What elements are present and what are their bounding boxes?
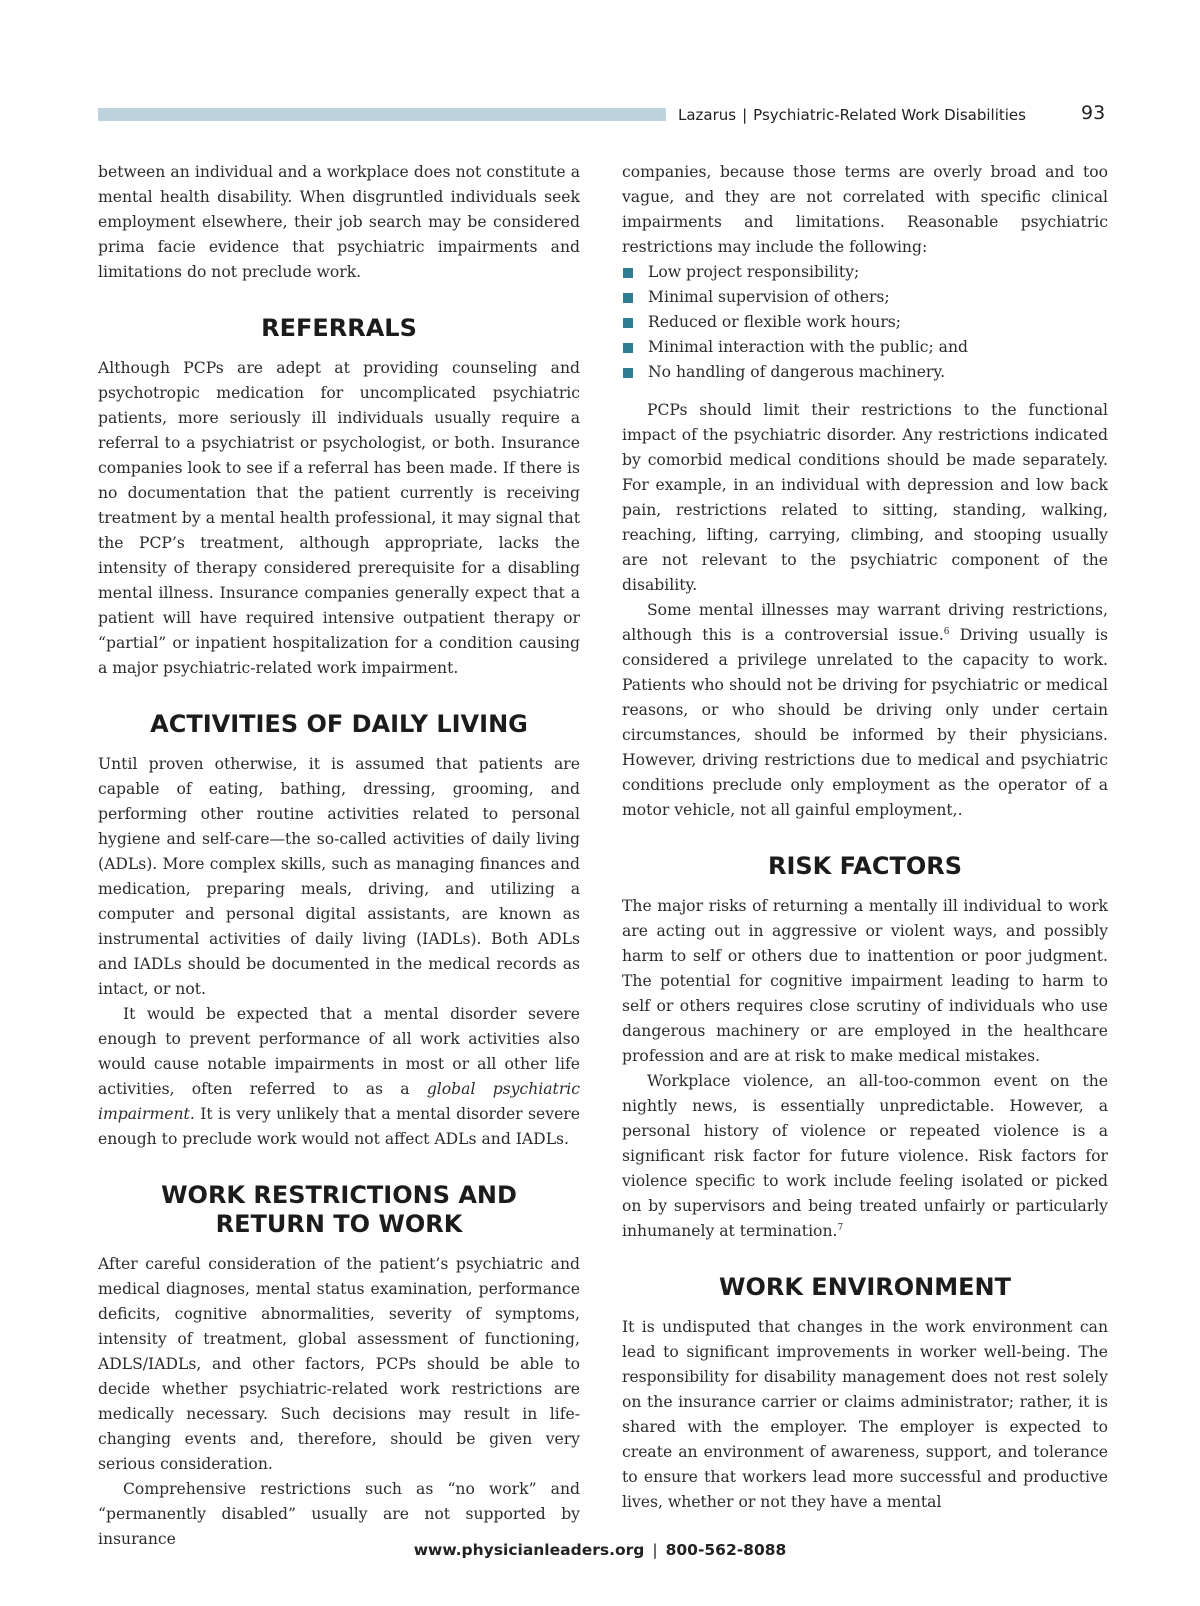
adl-p2-text-start: It would be expected that a mental disorder severe enough to prevent performance of all work activities also would cause notable impairments in most or all other life activities, often referred to as a	[98, 1005, 580, 1098]
list-item	[622, 335, 1108, 360]
list-item-text: Minimal supervision of others;	[648, 288, 890, 306]
adl-p2-italic-term: global psychiatric impairment.	[98, 1080, 580, 1123]
header-rule-bar	[98, 108, 666, 121]
risk-p2-text: Workplace violence, an all-too-common event on the nightly news, is essentially unpredictable. However, a personal history of violence or repeated violence is a significant risk factor for future violence. Risk factors for violence specific to work include feeling isolated or picked on by supervisors and being treated unfairly or particularly inhumanely at termination.	[622, 1072, 1108, 1240]
page-footer	[0, 1541, 1200, 1559]
adl-paragraph-1: Until proven otherwise, it is assumed that patients are capable of eating, bathing, dressing, grooming, and performing other routine activities related to personal hygiene and self-care—the so-called activities of daily living (ADLs). More complex skills, such as managing finances and medication, preparing meals, driving, and utilizing a computer and personal digital assistants, are known as instrumental activities of daily living (IADLs). Both ADLs and IADLs should be documented in the medical records as intact, or not.	[98, 755, 580, 998]
footer-phone: 800-562-8088	[665, 1541, 787, 1559]
driving-text-end: Driving usually is considered a privilege unrelated to the capacity to work. Patients who should not be driving for psychiatric or medical reasons, or who should be driving only under certain circumstances, should be informed by their physicians. However, driving restrictions due to medical and psychiatric conditions preclude only employment as the operator of a motor vehicle, not all gainful employment,.	[622, 626, 1108, 819]
header-separator: |	[742, 106, 748, 124]
list-item	[622, 310, 1108, 335]
referrals-paragraph: Although PCPs are adept at providing counseling and psychotropic medication for uncomplicated psychiatric patients, more seriously ill individuals usually require a referral to a psychiatrist or psychologist, or both. Insurance companies look to see if a referral has been made. If there is no documentation that the patient currently is receiving treatment by a mental health professional, it may signal that the PCP’s treatment, although appropriate, lacks the intensity of therapy considered prerequisite for a disabling mental illness. Insurance companies generally expect that a patient will have required intensive outpatient therapy or “partial” or inpatient hospitalization for a condition causing a major psychiatric-related work impairment.	[98, 359, 580, 677]
driving-paragraph	[622, 598, 1108, 823]
work-restrictions-paragraph-1: After careful consideration of the patient’s psychiatric and medical diagnoses, mental status examination, performance deficits, cognitive abnormalities, severity of symptoms, intensity of treatment, global assessment of functioning, ADLS/IADLs, and other factors, PCPs should be able to decide whether psychiatric-related work restrictions are medically necessary. Such decisions may result in life-changing events and, therefore, should be given very serious consideration.	[98, 1255, 580, 1473]
square-bullet-icon	[623, 368, 633, 378]
work-restrictions-paragraph-2: Comprehensive restrictions such as “no work” and “permanently disabled” usually are not supported by insurance	[98, 1480, 580, 1548]
adl-p2-text-end: It is very unlikely that a mental disorder severe enough to preclude work would not affect ADLs and IADLs.	[98, 1105, 580, 1148]
driving-text-start: Some mental illnesses may warrant driving restrictions, although this is a controversial issue.	[622, 601, 1108, 644]
list-item-text: No handling of dangerous machinery.	[648, 363, 946, 381]
list-item-text: Reduced or flexible work hours;	[648, 313, 902, 331]
square-bullet-icon	[623, 343, 633, 353]
reference-superscript: 6	[943, 626, 950, 637]
left-intro-paragraph: between an individual and a workplace does not constitute a mental health disability. When disgruntled individuals seek employment elsewhere, their job search may be considered prima facie evidence that psychiatric impairments and limitations do not preclude work.	[98, 163, 580, 281]
section-heading-risk-factors: RISK FACTORS	[767, 852, 962, 880]
list-item	[622, 285, 1108, 310]
section-heading-referrals: REFERRALS	[261, 314, 417, 342]
left-column	[98, 160, 580, 1552]
section-heading-adl: ACTIVITIES OF DAILY LIVING	[150, 710, 528, 738]
right-column	[622, 160, 1108, 1515]
adl-paragraph-2	[98, 1002, 580, 1152]
list-item-text: Minimal interaction with the public; and	[648, 338, 969, 356]
work-restrictions-heading-line-1: WORK RESTRICTIONS AND	[161, 1181, 517, 1209]
list-item	[622, 360, 1108, 385]
list-item-text: Low project responsibility;	[648, 263, 860, 281]
list-item	[622, 260, 1108, 285]
square-bullet-icon	[623, 293, 633, 303]
risk-paragraph-1: The major risks of returning a mentally ill individual to work are acting out in aggressive or violent ways, and possibly harm to self or others due to inattention or poor judgment. The potential for cognitive impairment leading to harm to self or others requires close scrutiny of individuals who use dangerous machinery or are employed in the healthcare profession and are at risk to make medical mistakes.	[622, 897, 1108, 1065]
section-heading-work-environment: WORK ENVIRONMENT	[719, 1273, 1011, 1301]
restrictions-paragraph: PCPs should limit their restrictions to the functional impact of the psychiatric disorder. Any restrictions indicated by comorbid medical conditions should be made separately. For example, in an individual with depression and low back pain, restrictions related to sitting, standing, walking, reaching, lifting, carrying, climbing, and stooping usually are not relevant to the psychiatric component of the disability.	[622, 401, 1108, 594]
restrictions-bullet-list	[622, 260, 1108, 385]
page-number: 93	[1081, 102, 1106, 124]
risk-paragraph-2	[622, 1069, 1108, 1244]
right-intro-paragraph: companies, because those terms are overly broad and too vague, and they are not correlated with specific clinical impairments and limitations. Reasonable psychiatric restrictions may include the following:	[622, 163, 1108, 256]
work-restrictions-heading-line-2: RETURN TO WORK	[215, 1210, 463, 1238]
work-environment-paragraph: It is undisputed that changes in the work environment can lead to significant improvements in worker well-being. The responsibility for disability management does not rest solely on the insurance carrier or claims administrator; rather, it is shared with the employer. The employer is expected to create an environment of awareness, support, and tolerance to ensure that workers lead more successful and productive lives, whether or not they have a mental	[622, 1318, 1108, 1511]
reference-superscript: 7	[837, 1222, 844, 1233]
square-bullet-icon	[623, 268, 633, 278]
footer-separator: |	[652, 1541, 658, 1559]
square-bullet-icon	[623, 318, 633, 328]
header-title: Psychiatric-Related Work Disabilities	[753, 106, 1026, 124]
running-header	[678, 106, 1026, 124]
header-author: Lazarus	[678, 106, 737, 124]
section-heading-work-restrictions	[98, 1181, 580, 1239]
footer-website: www.physicianleaders.org	[413, 1541, 645, 1559]
